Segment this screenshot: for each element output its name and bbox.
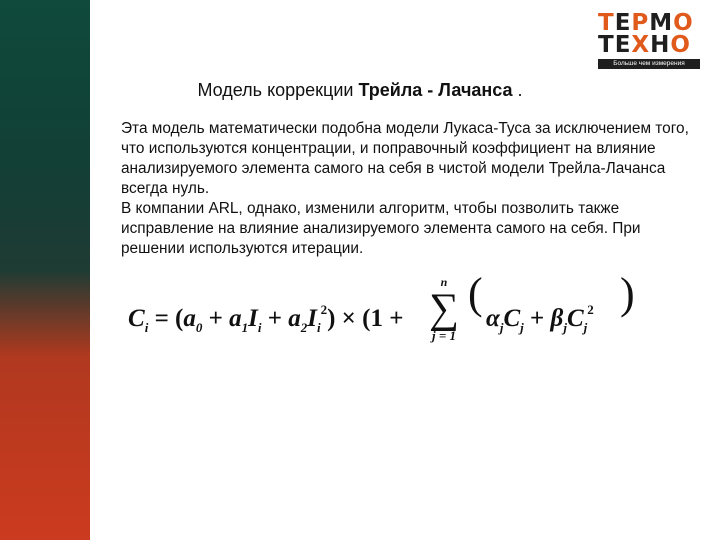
slide-body xyxy=(121,119,701,259)
formula-subscript: i xyxy=(257,320,262,335)
company-logo xyxy=(598,10,700,67)
formula-subscript: j xyxy=(499,320,504,335)
formula-symbol: C xyxy=(503,305,521,332)
logo-letter: О xyxy=(673,10,694,36)
body-paragraph-1: Эта модель математически подобна модели Лукаса-Туса за исключением того, что используются концентрации, и поправочный коэффициент на влияние анализируемого элемента самого на себя в чистой модели Трейла-Лачанса всегда нуль. xyxy=(121,120,689,197)
summation-lower-limit: j = 1 xyxy=(431,328,457,343)
formula-operator: + xyxy=(202,305,230,332)
logo-letter: М xyxy=(649,10,674,36)
formula-subscript: 0 xyxy=(195,320,203,335)
formula-symbol: C xyxy=(566,305,584,332)
formula-subscript: j xyxy=(563,320,567,335)
logo-letter: Т xyxy=(598,32,615,58)
formula-operator: ) × (1 + xyxy=(327,305,404,332)
formula-symbol: a xyxy=(183,305,196,332)
formula-symbol: I xyxy=(307,305,317,332)
formula-close-paren: ) xyxy=(620,269,635,318)
formula-right-part xyxy=(486,302,594,336)
formula-symbol: a xyxy=(288,305,301,332)
formula-open-paren: ( xyxy=(468,269,483,318)
formula-left-part xyxy=(128,302,404,336)
formula-symbol: α xyxy=(486,305,500,332)
formula-operator: + xyxy=(261,305,289,332)
logo-letter: Н xyxy=(650,32,671,58)
formula-superscript: 2 xyxy=(320,302,328,317)
formula-summation xyxy=(424,276,464,342)
formula-subscript: j xyxy=(583,320,588,335)
formula-symbol: β xyxy=(550,305,564,332)
logo-letter: Т xyxy=(598,10,615,36)
formula-symbol: I xyxy=(248,305,258,332)
formula-subscript: 2 xyxy=(300,320,308,335)
trail-lachance-formula xyxy=(128,269,688,354)
title-suffix: . xyxy=(512,80,523,100)
formula-symbol: C xyxy=(128,305,145,332)
summation-symbol: ∑ xyxy=(429,286,459,332)
formula-operator: + xyxy=(523,305,551,332)
title-prefix: Модель коррекции xyxy=(197,80,359,100)
formula-subscript: i xyxy=(316,320,321,335)
summation-upper-limit: n xyxy=(440,275,448,289)
logo-letter: Р xyxy=(631,10,650,36)
formula-superscript: 2 xyxy=(587,302,594,317)
logo-line-2 xyxy=(598,34,700,56)
title-emphasis: Трейла - Лачанса xyxy=(358,80,513,100)
logo-letter: Е xyxy=(614,32,632,58)
formula-operator: = ( xyxy=(148,305,184,332)
logo-line-1 xyxy=(598,12,700,34)
logo-letter: Е xyxy=(614,10,632,36)
logo-tagline: Больше чем измерения xyxy=(598,59,700,69)
formula-symbol: a xyxy=(229,305,242,332)
formula-subscript: i xyxy=(144,320,149,335)
body-paragraph-2: В компании ARL, однако, изменили алгоритм, чтобы позволить также исправление на влияние анализируемого элемента самого на себя. При решении используются итерации. xyxy=(121,200,641,257)
logo-letter: О xyxy=(670,32,691,58)
slide-title xyxy=(0,80,720,101)
formula-subscript: 1 xyxy=(241,320,249,335)
formula-subscript: j xyxy=(520,320,524,335)
logo-letter: Х xyxy=(631,32,651,58)
